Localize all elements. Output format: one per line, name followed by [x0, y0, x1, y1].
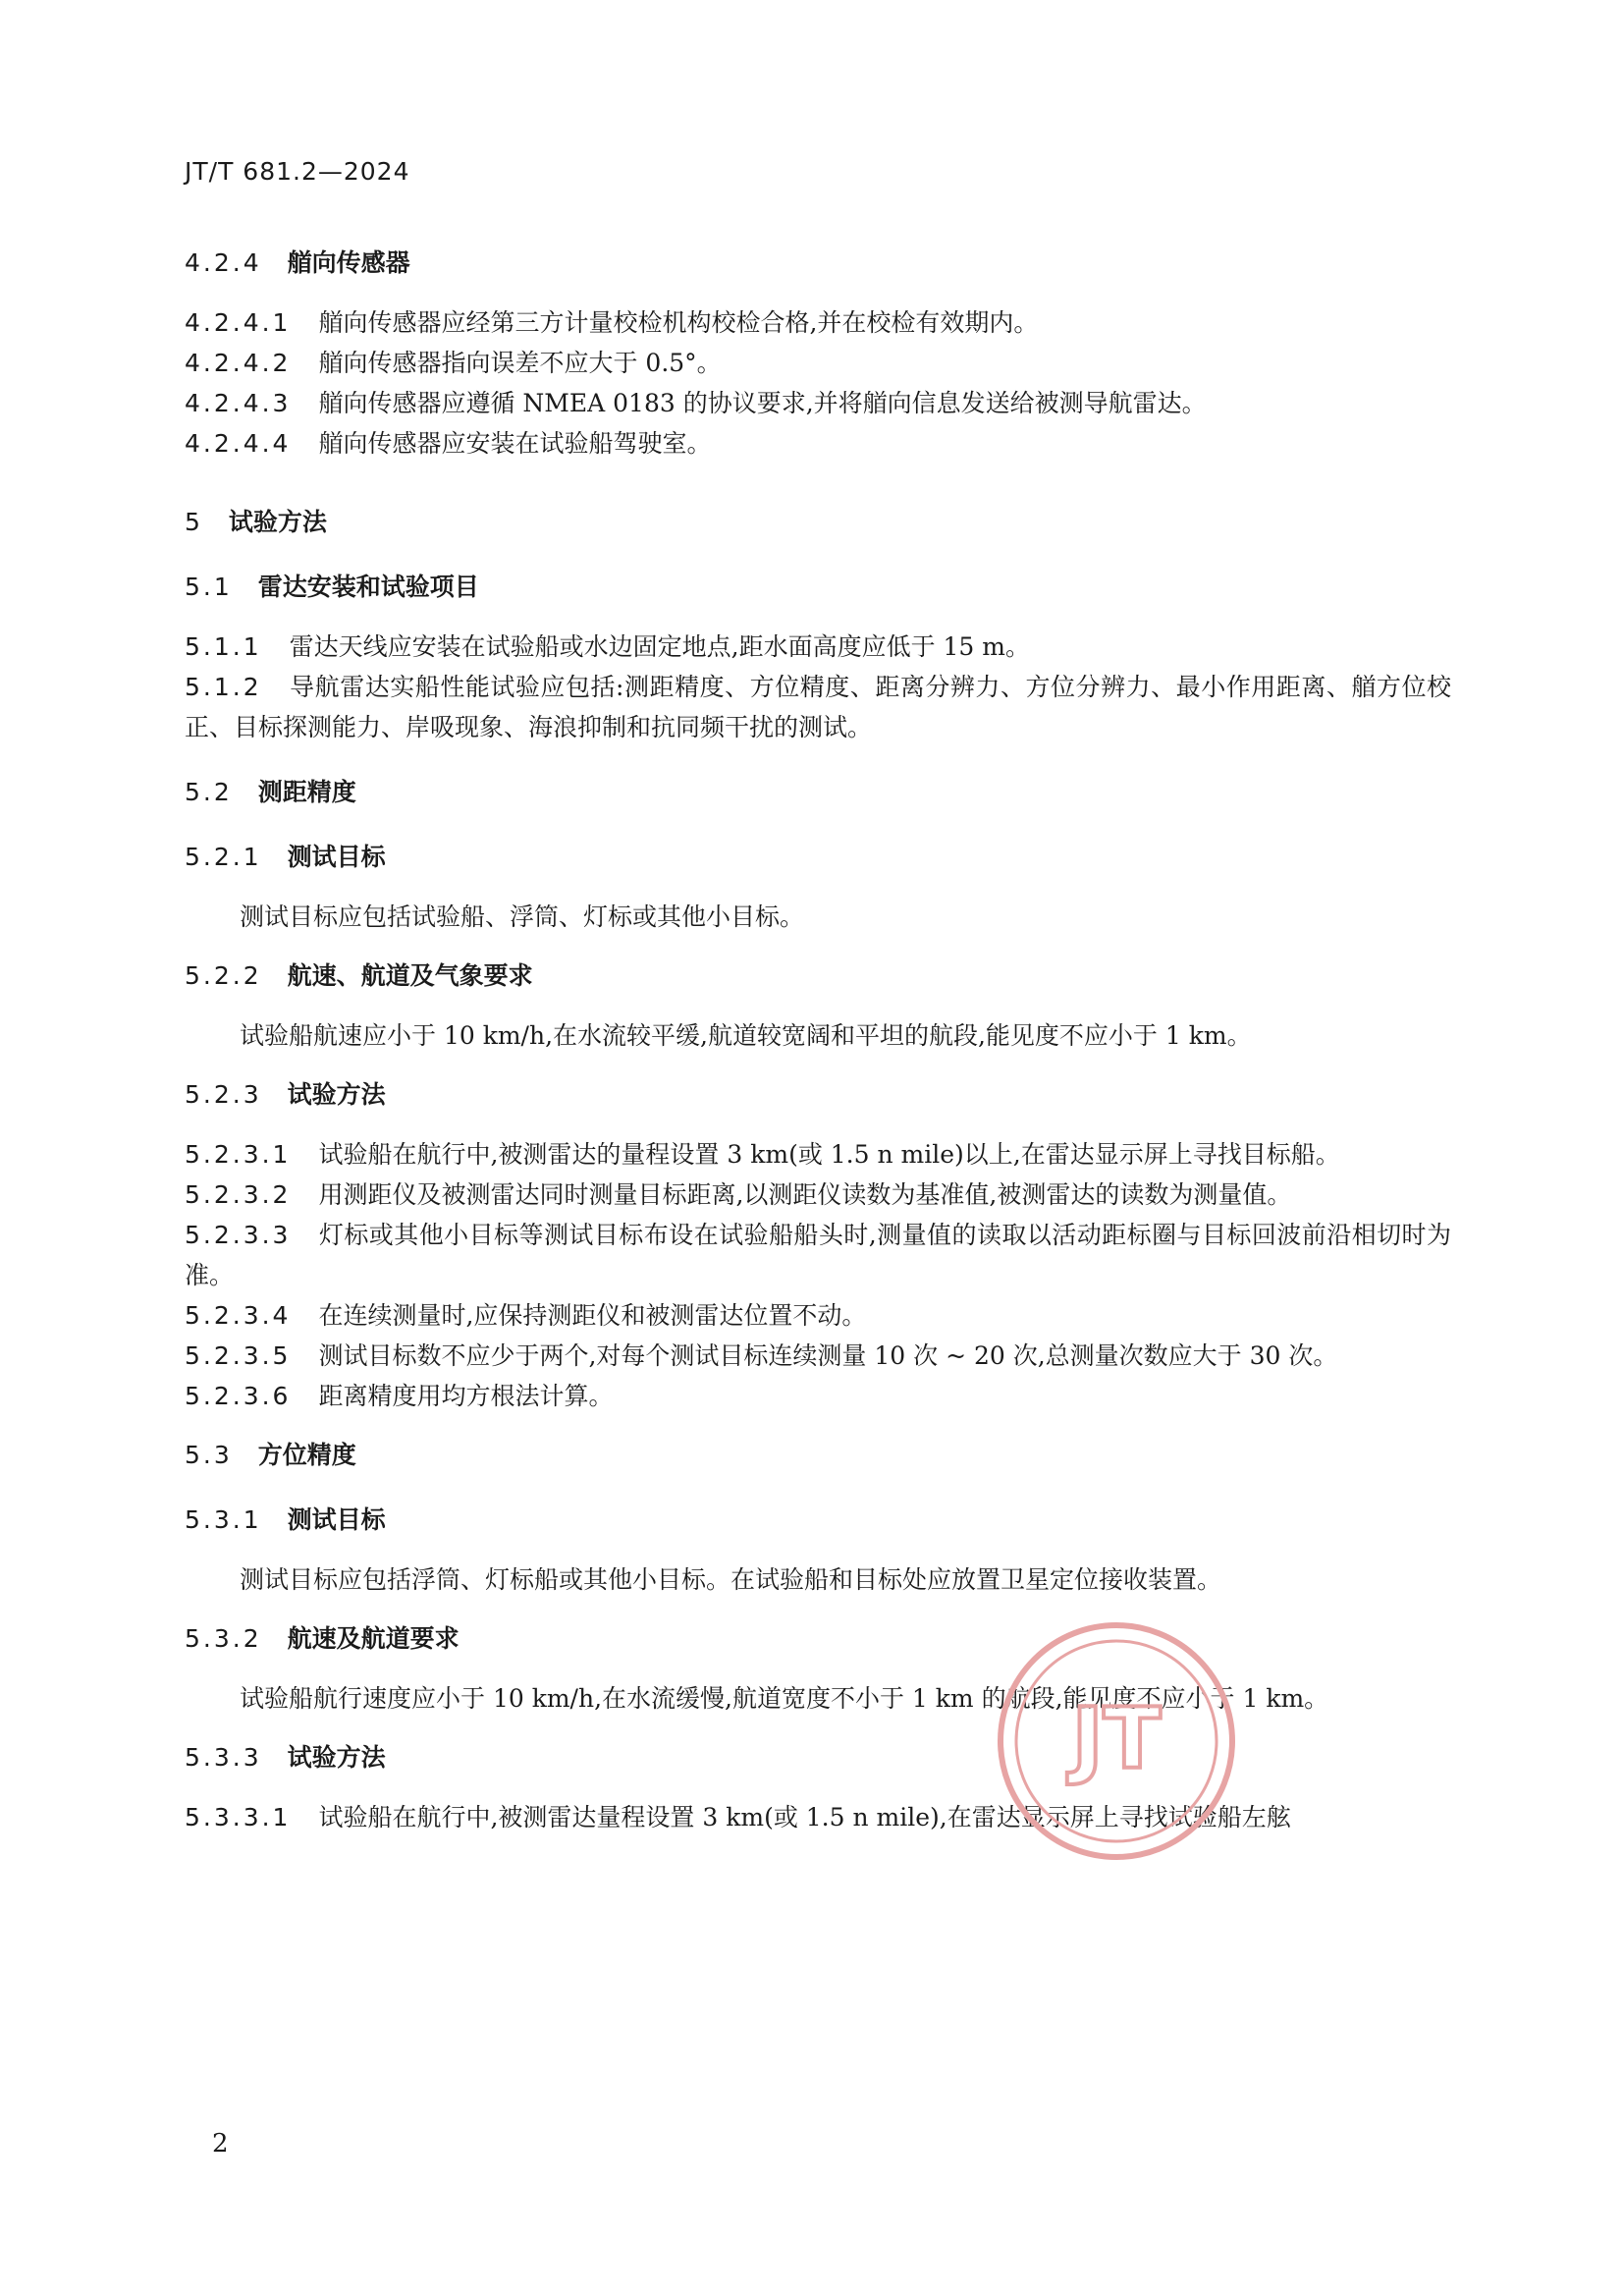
clause-number: 5.3.3.1 — [185, 1803, 292, 1831]
clause-4-2-4-3 — [185, 383, 1451, 423]
clause-number: 5.2.3.2 — [185, 1180, 292, 1209]
heading-title: 试验方法 — [287, 1080, 386, 1109]
clause-text: 雷达天线应安装在试验船或水边固定地点,距水面高度应低于 15 m。 — [289, 632, 1030, 661]
heading-title: 测距精度 — [257, 778, 356, 806]
heading-5-2-1 — [185, 838, 1451, 877]
stamp-letters: JT — [1071, 1690, 1162, 1788]
clause-number: 4.2.4.3 — [185, 389, 292, 417]
clause-number: 4.2.4 — [185, 248, 262, 277]
clause-number: 5.2.3.5 — [185, 1341, 292, 1370]
clause-text: 导航雷达实船性能试验应包括:测距精度、方位精度、距离分辨力、方位分辨力、最小作用距离、艏方位校正、目标探测能力、岸吸现象、海浪抑制和抗同频干扰的测试。 — [185, 673, 1451, 741]
clause-text: 测试目标数不应少于两个,对每个测试目标连续测量 10 次 ~ 20 次,总测量次数应大于 30 次。 — [318, 1341, 1338, 1370]
clause-number: 5.2.3.3 — [185, 1221, 292, 1249]
clause-number: 5.1.2 — [185, 673, 262, 701]
clause-5-1-2 — [185, 667, 1451, 747]
heading-title: 方位精度 — [257, 1441, 356, 1469]
clause-text: 在连续测量时,应保持测距仪和被测雷达位置不动。 — [318, 1301, 867, 1330]
clause-number: 5.2.3.4 — [185, 1301, 292, 1330]
paragraph-5-3-2: 试验船航行速度应小于 10 km/h,在水流缓慢,航道宽度不小于 1 km 的航段,能见度不应小于 1 km。 — [240, 1684, 1329, 1713]
paragraph-5-2-1: 测试目标应包括试验船、浮筒、灯标或其他小目标。 — [240, 902, 805, 931]
heading-title: 雷达安装和试验项目 — [257, 573, 479, 601]
heading-5-3 — [185, 1436, 1451, 1475]
paragraph-5-2-2: 试验船航速应小于 10 km/h,在水流较平缓,航道较宽阔和平坦的航段,能见度不应小于 1 km。 — [240, 1021, 1252, 1050]
clause-number: 5.3.1 — [185, 1505, 262, 1534]
clause-number: 5.3 — [185, 1441, 233, 1469]
heading-5-2-3 — [185, 1075, 1451, 1115]
clause-4-2-4-4 — [185, 423, 1451, 464]
heading-title: 试验方法 — [228, 508, 327, 536]
clause-number: 5.2.3.1 — [185, 1140, 292, 1169]
clause-5-2-3-1 — [185, 1134, 1451, 1175]
clause-text: 艏向传感器应遵循 NMEA 0183 的协议要求,并将艏向信息发送给被测导航雷达。 — [318, 389, 1207, 417]
clause-number: 5.3.2 — [185, 1624, 262, 1653]
clause-5-2-3-3 — [185, 1215, 1451, 1295]
clause-number: 5.3.3 — [185, 1743, 262, 1772]
page-number: 2 — [212, 2129, 229, 2159]
heading-5 — [185, 503, 1451, 542]
clause-number: 5.2 — [185, 778, 233, 806]
heading-5-1 — [185, 568, 1451, 607]
clause-number: 5.1 — [185, 573, 233, 601]
clause-5-1-1 — [185, 627, 1451, 667]
clause-5-2-3-2 — [185, 1175, 1451, 1215]
clause-text: 试验船在航行中,被测雷达的量程设置 3 km(或 1.5 n mile)以上,在雷达显示屏上寻找目标船。 — [318, 1140, 1340, 1169]
clause-5-2-3-5 — [185, 1336, 1451, 1376]
clause-number: 4.2.4.1 — [185, 308, 292, 337]
clause-number: 5 — [185, 508, 203, 536]
jt-stamp-watermark — [994, 1618, 1239, 1864]
heading-title: 试验方法 — [287, 1743, 386, 1772]
heading-title: 测试目标 — [287, 843, 386, 871]
heading-title: 艏向传感器 — [287, 248, 410, 277]
clause-text: 用测距仪及被测雷达同时测量目标距离,以测距仪读数为基准值,被测雷达的读数为测量值。 — [318, 1180, 1292, 1209]
clause-text: 艏向传感器应安装在试验船驾驶室。 — [318, 429, 712, 458]
clause-5-3-3-1 — [185, 1797, 1451, 1837]
clause-4-2-4-2 — [185, 343, 1451, 383]
clause-number: 4.2.4.2 — [185, 349, 292, 377]
clause-text: 艏向传感器应经第三方计量校检机构校检合格,并在校检有效期内。 — [318, 308, 1039, 337]
heading-5-3-2 — [185, 1619, 1451, 1659]
clause-text: 试验船在航行中,被测雷达量程设置 3 km(或 1.5 n mile),在雷达显示屏上寻找试验船左舷 — [318, 1803, 1291, 1831]
clause-5-2-3-4 — [185, 1295, 1451, 1336]
heading-title: 航速及航道要求 — [287, 1624, 460, 1653]
standard-code: JT/T 681.2—2024 — [185, 157, 410, 186]
heading-5-2 — [185, 773, 1451, 812]
clause-text: 距离精度用均方根法计算。 — [318, 1382, 614, 1410]
clause-text: 灯标或其他小目标等测试目标布设在试验船船头时,测量值的读取以活动距标圈与目标回波前沿相切时为准。 — [185, 1221, 1451, 1289]
paragraph-5-3-1: 测试目标应包括浮筒、灯标船或其他小目标。在试验船和目标处应放置卫星定位接收装置。 — [240, 1565, 1222, 1594]
clause-number: 5.2.3 — [185, 1080, 262, 1109]
heading-4-2-4 — [185, 244, 1451, 283]
heading-5-3-1 — [185, 1501, 1451, 1540]
clause-number: 5.2.3.6 — [185, 1382, 292, 1410]
clause-text: 艏向传感器指向误差不应大于 0.5°。 — [318, 349, 722, 377]
heading-title: 航速、航道及气象要求 — [287, 961, 533, 990]
heading-5-3-3 — [185, 1738, 1451, 1777]
clause-5-2-3-6 — [185, 1376, 1451, 1416]
clause-number: 5.1.1 — [185, 632, 262, 661]
clause-4-2-4-1 — [185, 302, 1451, 343]
document-body — [185, 244, 1451, 1837]
clause-number: 5.2.1 — [185, 843, 262, 871]
heading-5-2-2 — [185, 957, 1451, 996]
clause-number: 5.2.2 — [185, 961, 262, 990]
heading-title: 测试目标 — [287, 1505, 386, 1534]
clause-number: 4.2.4.4 — [185, 429, 292, 458]
